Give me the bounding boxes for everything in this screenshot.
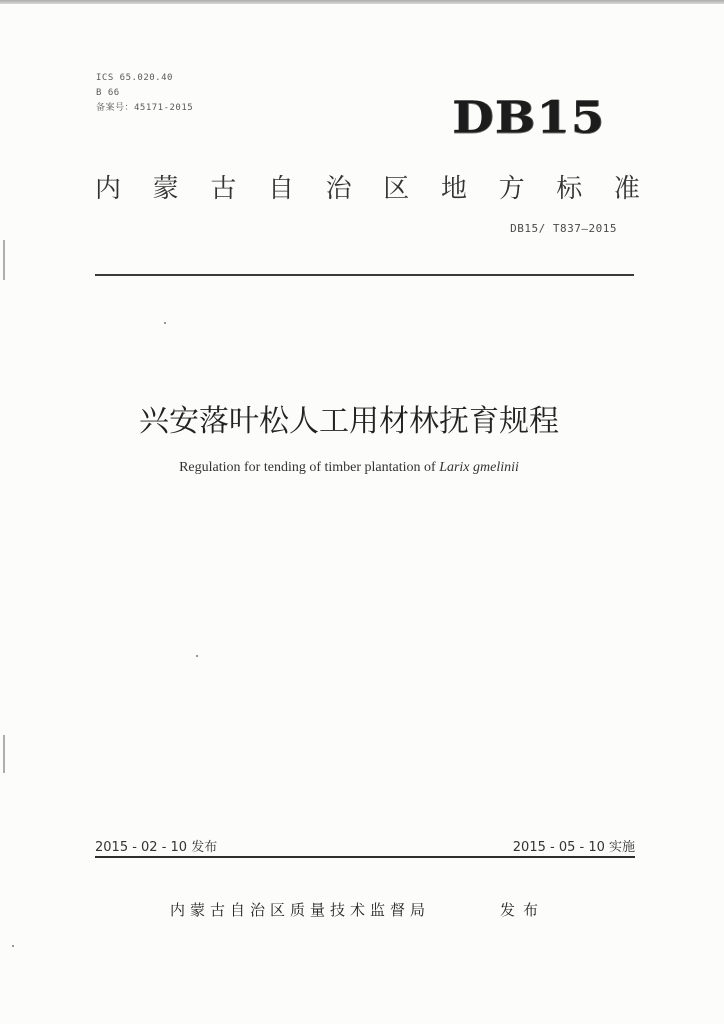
species-name: Larix gmelinii — [439, 460, 519, 475]
standard-type-char: 治 — [325, 174, 352, 204]
standard-type-char: 方 — [498, 174, 525, 204]
standard-type-char: 自 — [267, 174, 294, 204]
english-title-text: Regulation for tending of timber plantation of — [179, 460, 440, 475]
effective-date: 2015 - 05 - 10 实施 — [512, 840, 635, 855]
db15-logo: DB15 — [452, 92, 605, 144]
standard-type-char: 准 — [613, 174, 640, 204]
issue-label: 发布 — [500, 901, 547, 919]
ics-code: ICS 65.020.40 — [96, 73, 173, 83]
scan-top-edge — [0, 0, 724, 4]
document-title-english — [0, 460, 698, 476]
publish-date: 2015 - 02 - 10 发布 — [95, 840, 218, 855]
bottom-divider — [95, 856, 635, 858]
standard-type-char: 蒙 — [152, 174, 179, 204]
scan-left-mark — [3, 240, 5, 280]
scan-speck — [12, 945, 14, 947]
classification-code: B 66 — [96, 88, 120, 98]
scan-speck — [196, 655, 198, 657]
date-row — [95, 836, 635, 855]
scan-left-mark — [3, 735, 5, 773]
standard-type-char: 地 — [440, 174, 467, 204]
record-number: 备案号：45171-2015 — [96, 103, 194, 113]
standard-type-char: 标 — [556, 174, 583, 204]
standard-code: DB15/ T837—2015 — [510, 222, 617, 235]
standard-type-char: 内 — [95, 174, 122, 204]
document-title-chinese: 兴安落叶松人工用材林抚育规程 — [139, 404, 559, 439]
meta-block — [96, 71, 193, 116]
standard-type-heading — [95, 168, 640, 205]
standard-type-char: 古 — [210, 174, 237, 204]
issuing-authority: 内蒙古自治区质量技术监督局 — [170, 901, 431, 919]
scan-speck — [164, 322, 166, 324]
top-divider — [95, 274, 634, 276]
standard-type-char: 区 — [383, 174, 410, 204]
